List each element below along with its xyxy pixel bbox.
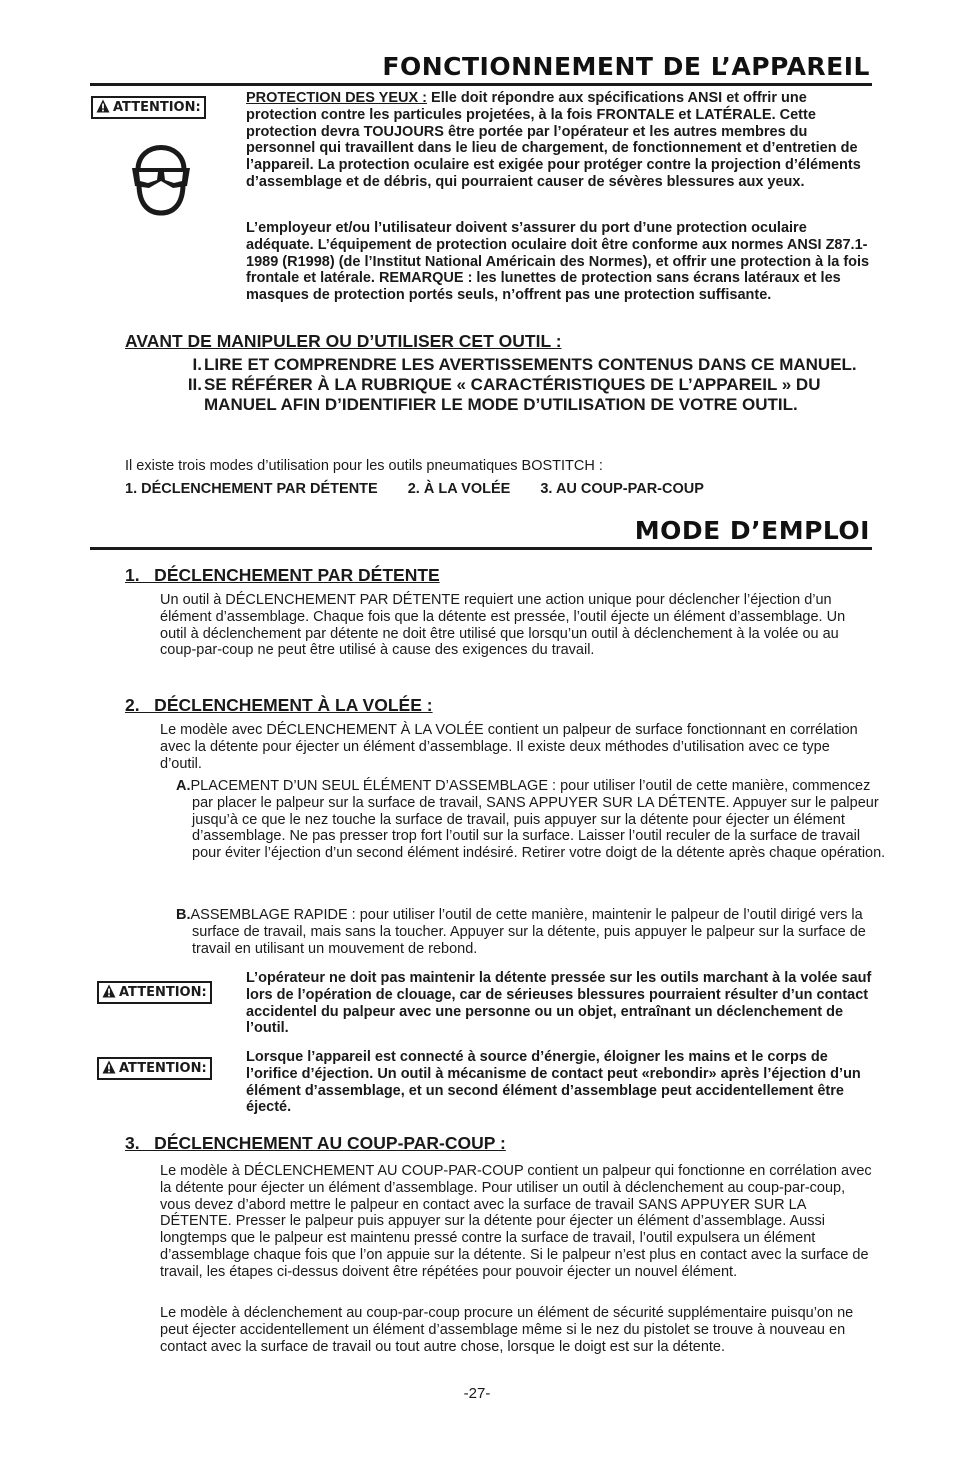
method-b-body: ASSEMBLAGE RAPIDE : pour utiliser l’outil de cette manière, maintenir le palpeur de l’outil dirigé vers la surface de travail, mais sans la toucher. Appuyer sur la détente, puis appuyer le palpeur sur la surface de travail en utilisant un mouvement de rebond.	[190, 907, 866, 957]
heading-fonctionnement: FONCTIONNEMENT DE L’APPAREIL	[382, 52, 870, 81]
employer-requirement-text: L’employeur et/ou l’utilisateur doivent s’assurer du port d’une protection oculaire adéquate. L’équipement de protection oculaire doit être conforme aux normes ANSI Z87.1-1989 (R1998) (de l’Institut National Américain des Normes), et offrir une protection à la fois frontale et latérale. REMARQUE : les lunettes de protection sans écrans latéraux et les masques de protection portés seuls, n’offrent pas une protection suffisante.	[246, 220, 870, 304]
section3-title: 3. DÉCLENCHEMENT AU COUP-PAR-COUP :	[125, 1133, 506, 1153]
attention-label: ATTENTION:	[113, 100, 201, 115]
eye-protection-body: Elle doit répondre aux spécifications ANSI et offrir une protection contre les particules projetées, à la fois FRONTALE et LATÉRALE. Cette protection devra TOUJOURS être portée par l’opérateur et les autres membres du personnel qui travaillent dans le lieu de chargement, de fonctionnement et d’entretien de l’appareil. La protection oculaire est exigée pour protéger contre la projection d’éléments d’assemblage et de débris, qui pourraient causer de sévères blessures aux yeux.	[246, 90, 861, 190]
section1-text: Un outil à DÉCLENCHEMENT PAR DÉTENTE requiert une action unique pour déclencher l’éjection d’un élément d’assemblage. Chaque fois que la détente est pressée, l’outil éjecte un élément d’assemblage. Un outil à déclenchement par détente ne doit être utilisé que lorsqu’un outil à déclenchement à la volée ou au coup-par-coup ne peut être utilisé à cause des exigences du travail.	[160, 592, 846, 659]
step-number: I.	[192, 355, 202, 374]
heading-rule	[90, 83, 872, 86]
mode-item: 1. DÉCLENCHEMENT PAR DÉTENTE	[125, 481, 378, 497]
attention-badge	[91, 96, 206, 119]
method-a-text	[176, 778, 888, 862]
modes-list	[125, 481, 730, 497]
eye-protection-text	[246, 90, 872, 191]
safety-goggles-icon	[128, 132, 194, 216]
warning-text: L’opérateur ne doit pas maintenir la détente pressée sur les outils marchant à la volée sauf lors de l’opération de clouage, car de sérieuses blessures pourraient résulter d’un contact accidentel du palpeur avec une personne ou un objet, entraînant un déclenchement de l’outil.	[246, 970, 872, 1037]
section2-title: 2. DÉCLENCHEMENT À LA VOLÉE :	[125, 695, 433, 715]
method-b-letter: B.	[176, 907, 191, 923]
eye-protection-label: PROTECTION DES YEUX :	[246, 90, 428, 106]
section3-text: Le modèle à DÉCLENCHEMENT AU COUP-PAR-COUP contient un palpeur qui fonctionne en corrélation avec la détente pour éjecter un élément d’assemblage. Pour utiliser un outil à déclenchement au coup-par-coup, vous devez d’abord mettre le palpeur en contact avec la surface de travail SANS APPUYER SUR LA DÉTENTE. Presser le palpeur puis appuyer sur la détente pour éjecter un élément d’assemblage. Aussi longtemps que le palpeur est maintenu pressé contre la surface de travail, l’outil expulsera un élément d’assemblage chaque fois que l’on appuie sur la détente. Si le palpeur n’est plus en contact avec la surface de travail, les étapes ci-dessus doivent être répétées pour pouvoir éjecter un nouvel élément.	[160, 1163, 872, 1280]
step-text: SE RÉFÉRER À LA RUBRIQUE « CARACTÉRISTIQUES DE L’APPAREIL » DU MANUEL AFIN D’IDENTIFIER LE MODE D’UTILISATION DE VOTRE OUTIL.	[204, 375, 821, 414]
step-item	[180, 375, 870, 415]
warning-triangle-icon	[102, 984, 116, 998]
step-item	[180, 355, 870, 375]
method-a-letter: A.	[176, 778, 191, 794]
step-number: II.	[187, 375, 202, 394]
mode-item: 3. AU COUP-PAR-COUP	[540, 481, 704, 497]
section3-text-2: Le modèle à déclenchement au coup-par-coup procure un élément de sécurité supplémentaire puisqu’on ne peut éjecter accidentellement un élément d’assemblage même si le nez du pistolet se trouve à nouveau en contact avec la surface de travail ou tout autre chose, lorsque le doigt est sur la détente.	[160, 1305, 854, 1355]
method-b-text	[176, 907, 888, 957]
attention-badge	[97, 981, 212, 1004]
heading-mode-emploi: MODE D’EMPLOI	[634, 516, 870, 545]
before-use-steps	[180, 355, 870, 415]
before-use-title: AVANT DE MANIPULER OU D’UTILISER CET OUTIL :	[125, 331, 562, 351]
step-text: LIRE ET COMPRENDRE LES AVERTISSEMENTS CONTENUS DANS CE MANUEL.	[204, 355, 857, 374]
warning-text: Lorsque l’appareil est connecté à source d’énergie, éloigner les mains et le corps de l’orifice d’éjection. Un outil à mécanisme de contact peut «rebondir» après l’éjection d’un élément d’assemblage, et un second élément d’assemblage peut accidentellement être éjecté.	[246, 1049, 861, 1116]
warning-triangle-icon	[96, 99, 110, 113]
attention-label: ATTENTION:	[119, 1061, 207, 1076]
page-number: -27-	[463, 1385, 491, 1402]
section2-text: Le modèle avec DÉCLENCHEMENT À LA VOLÉE contient un palpeur de surface fonctionnant en corrélation avec la détente pour éjecter un élément d’assemblage. Il existe deux méthodes d’utilisation avec ce type d’outil.	[160, 722, 858, 772]
warning-triangle-icon	[102, 1060, 116, 1074]
modes-intro: Il existe trois modes d’utilisation pour les outils pneumatiques BOSTITCH :	[125, 458, 603, 474]
method-a-body: PLACEMENT D’UN SEUL ÉLÉMENT D’ASSEMBLAGE : pour utiliser l’outil de cette manière, commencez par placer le palpeur sur la surface de travail, SANS APPUYER SUR LA DÉTENTE. Appuyer sur le palpeur jusqu’à ce que le nez touche la surface de travail, puis appuyer sur la détente pour éjecter un élément d’assemblage. Ne pas presser trop fort l’outil sur la surface. Laisser l’outil reculer de la surface de travail pour éviter l’éjection d’un second élément indésiré. Retirer votre doigt de la détente après chaque opération.	[190, 778, 886, 862]
heading-rule	[90, 547, 872, 550]
section1-title: 1. DÉCLENCHEMENT PAR DÉTENTE	[125, 565, 440, 585]
attention-label: ATTENTION:	[119, 985, 207, 1000]
attention-badge	[97, 1057, 212, 1080]
mode-item: 2. À LA VOLÉE	[407, 481, 511, 497]
